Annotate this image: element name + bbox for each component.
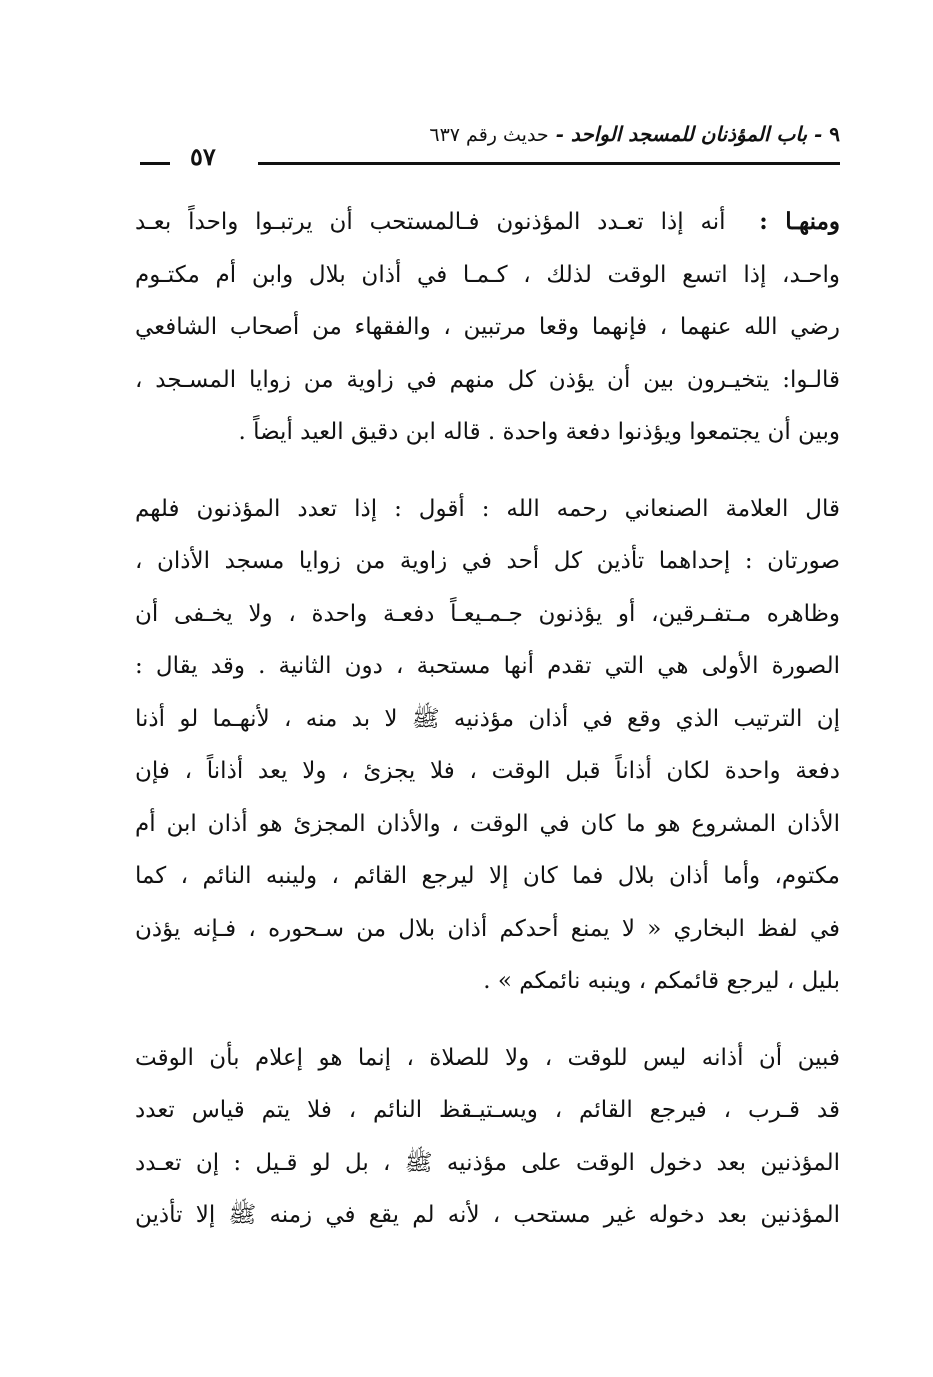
text-line: وظاهره مـتفـرقين، أو يؤذنون جـمـيعـاً دفعـة واحدة ، ولا يخـفى أن xyxy=(135,600,840,627)
text-line: صورتان : إحداهما تأذين كل أحد في زاوية من زوايا مسجد الأذان ، xyxy=(135,548,840,574)
text-line: المؤذنين بعد دخول الوقت على مؤذنيه ﷺ ، بل لو قـيل : إن تعـدد xyxy=(135,1149,840,1176)
paragraph-3 xyxy=(135,1032,840,1242)
page-number-dash xyxy=(140,162,170,165)
text-line: الصورة الأولى هي التي تقدم أنها مستحبة ، دون الثانية . وقد يقال : xyxy=(135,653,840,679)
hadith-reference: حديث رقم ٦٣٧ xyxy=(429,124,549,146)
text-line: مكتوم، وأما أذان بلال فما كان إلا ليرجع القائم ، ولينبه النائم ، كما xyxy=(135,863,840,889)
header-rule xyxy=(258,162,840,165)
page-number: ٥٧ xyxy=(190,142,216,171)
text-line: ومنهـا : أنه إذا تعـدد المؤذنون فـالمستحب أن يرتبـوا واحداً بعـد xyxy=(135,208,840,235)
text-line: في لفظ البخاري « لا يمنع أحدكم أذان بلال من سـحوره ، فـإنه يؤذن xyxy=(135,915,840,942)
text-line: قال العلامة الصنعاني رحمه الله : أقول : إذا تعدد المؤذنون فلهم xyxy=(135,495,840,522)
chapter-number: ٩ xyxy=(829,122,840,146)
text-line: رضي الله عنهما ، فإنهما وقعا مرتبين ، والفقهاء من أصحاب الشافعي xyxy=(135,314,840,340)
running-head xyxy=(429,118,840,151)
text-line: قالـوا: يتخيـرون بين أن يؤذن كل منهم في زاوية من زوايا المسـجد ، xyxy=(135,366,840,393)
text-line: واحـد، إذا اتسع الوقت لذلك ، كـمـا في أذان بلال وابن أم مكتـوم xyxy=(135,261,840,288)
text-line: قد قـرب ، فيرجع القائم ، ويسـتيـقظ النائم ، فلا يتم قياس تعدد xyxy=(135,1097,840,1123)
paragraph-2 xyxy=(135,483,840,1008)
chapter-title: - باب المؤذنان للمسجد الواحد - xyxy=(555,122,823,146)
page-header xyxy=(140,118,840,178)
text-line: المؤذنين بعد دخوله غير مستحب ، لأنه لم يقع في زمنه ﷺ إلا تأذين xyxy=(135,1202,840,1228)
text-line: فبين أن أذانه ليس للوقت ، ولا للصلاة ، إنما هو إعلام بأن الوقت xyxy=(135,1044,840,1071)
text-line: بليل ، ليرجع قائمكم ، وينبه نائمكم » . xyxy=(483,968,840,994)
lead-word: ومنهـا : xyxy=(759,208,840,235)
text-line: وبين أن يجتمعوا ويؤذنوا دفعة واحدة . قاله ابن دقيق العيد أيضاً . xyxy=(238,419,840,445)
text-line: إن الترتيب الذي وقع في أذان مؤذنيه ﷺ لا بد منه ، لأنهـما لو أذنا xyxy=(135,705,840,732)
text-line: دفعة واحدة لكان أذاناً قبل الوقت ، فلا يجزئ ، ولا يعد أذاناً ، فإن xyxy=(135,758,840,784)
body-text xyxy=(135,196,840,1266)
paragraph-1 xyxy=(135,196,840,459)
text-line: الأذان المشروع هو ما كان في الوقت ، والأذان المجزئ هو أذان ابن أم xyxy=(135,810,840,837)
